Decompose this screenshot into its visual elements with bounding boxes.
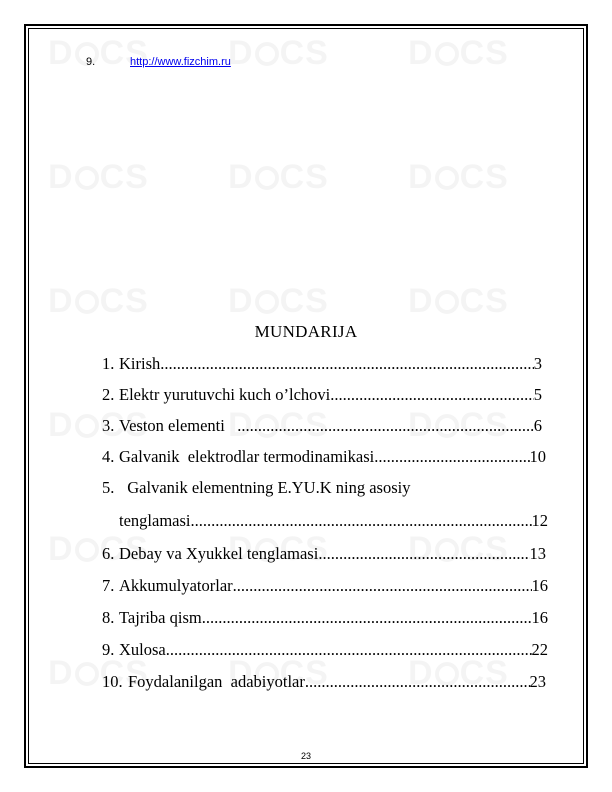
toc-item-number: 9. [102,640,115,659]
toc-item[interactable] [102,576,548,598]
page-number: 23 [300,751,311,761]
toc-item[interactable] [102,354,542,376]
toc-leader-dots [305,672,530,692]
toc-item-page: 16 [531,576,548,595]
toc-leader-dots [237,416,534,436]
toc-item[interactable] [102,385,542,407]
toc-item-label: Foydalanilgan adabiyotlar [128,672,305,691]
toc-item[interactable] [102,511,548,533]
reference-link[interactable]: http://www.fizchim.ru [130,56,231,68]
toc-leader-dots [330,385,534,405]
toc-item-label: Xulosa [119,640,166,659]
toc-item-label: tenglamasi [119,511,191,530]
toc-leader-dots [318,544,529,564]
toc-item[interactable] [102,447,546,469]
toc-item-page: 12 [531,511,548,530]
toc-item-label: Galvanik elementning E.YU.K ning asosiy [119,478,411,497]
toc-item-number: 1. [102,354,115,373]
reference-number: 9. [86,56,96,68]
toc-item-label: Akkumulyatorlar [119,576,233,595]
toc-item-page: 23 [529,672,546,691]
toc-item-number: 4. [102,447,115,466]
toc-item-label: Debay va Xyukkel tenglamasi [119,544,319,563]
reference-item [86,56,231,68]
toc-item-number: 2. [102,385,115,404]
toc-leader-dots [374,447,529,467]
toc-leader-dots [190,511,531,531]
toc-item[interactable] [102,608,548,630]
toc-leader-dots [233,576,532,596]
toc-leader-dots [160,354,534,374]
toc-leader-dots [202,608,532,628]
toc-item[interactable] [102,544,546,566]
toc-item-label: Veston elementi [119,416,238,435]
toc-item-number: 7. [102,576,115,595]
toc-item-number: 8. [102,608,115,627]
toc-leader-dots [166,640,532,660]
toc-item-label: Kirish [119,354,161,373]
toc-item-page: 10 [529,447,546,466]
page-title: MUNDARIJA [254,322,358,341]
toc-item-number: 6. [102,544,115,563]
toc-item-page: 13 [529,544,546,563]
toc-item-number: 5. [102,478,115,497]
toc-item-page: 6 [533,416,542,435]
toc-item-page: 3 [533,354,542,373]
toc-item-page: 5 [533,385,542,404]
toc-item-page: 16 [531,608,548,627]
toc-item-number: 10. [102,672,123,691]
toc-item[interactable] [102,478,522,500]
toc-item-number: 3. [102,416,115,435]
toc-item-label: Elektr yurutuvchi kuch o’lchovi [119,385,331,404]
toc-item-label: Tajriba qism [119,608,202,627]
toc-item-label: Galvanik elektrodlar termodinamikasi [119,447,375,466]
toc-item[interactable] [102,672,546,694]
toc-item[interactable] [102,416,542,438]
toc-item[interactable] [102,640,548,662]
toc-item-page: 22 [531,640,548,659]
